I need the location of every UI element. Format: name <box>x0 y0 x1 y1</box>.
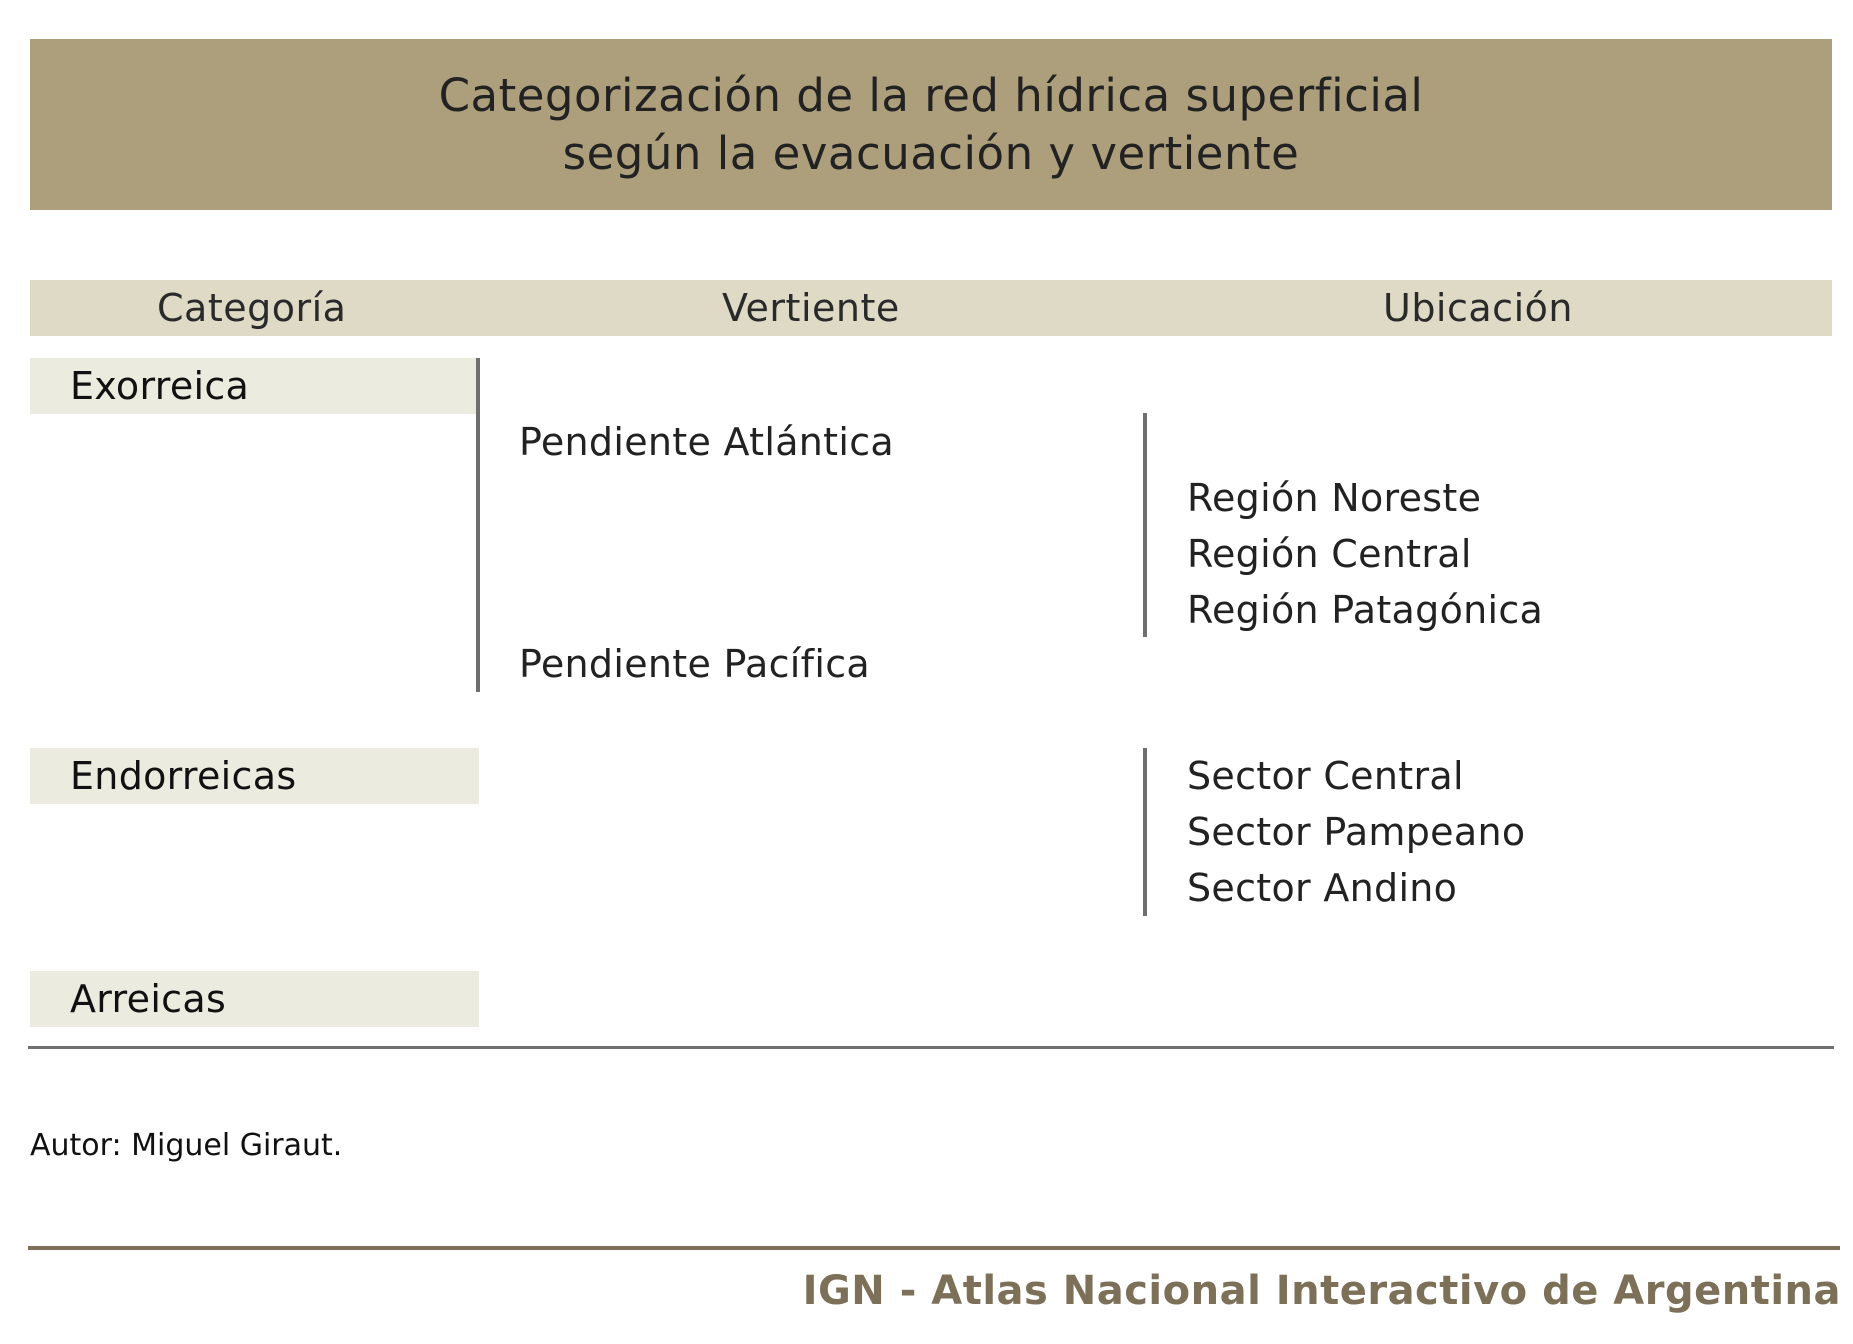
header-categoria: Categoría <box>157 286 347 330</box>
category-exorreica <box>30 358 479 414</box>
category-label: Arreicas <box>70 977 227 1021</box>
header-ubicacion: Ubicación <box>1383 286 1573 330</box>
category-label: Exorreica <box>70 364 250 408</box>
ubicacion-item: Región Patagónica <box>1187 588 1544 632</box>
table-header <box>30 280 1832 336</box>
vertiente-atlantica: Pendiente Atlántica <box>519 420 895 464</box>
header-vertiente: Vertiente <box>722 286 900 330</box>
footer-source: IGN - Atlas Nacional Interactivo de Argentina <box>802 1268 1841 1314</box>
ubicacion-divider <box>1143 748 1147 916</box>
title-line-2: según la evacuación y vertiente <box>562 126 1300 180</box>
footer-rule <box>28 1246 1840 1250</box>
ubicacion-item: Sector Pampeano <box>1187 810 1526 854</box>
title-banner <box>30 39 1832 210</box>
category-endorreicas <box>30 748 479 804</box>
ubicacion-item: Región Central <box>1187 532 1472 576</box>
vertiente-divider <box>476 358 480 692</box>
table-bottom-rule <box>28 1046 1834 1049</box>
author-credit: Autor: Miguel Giraut. <box>30 1128 343 1163</box>
ubicacion-item: Región Noreste <box>1187 476 1482 520</box>
ubicacion-item: Sector Andino <box>1187 866 1458 910</box>
category-label: Endorreicas <box>70 754 297 798</box>
category-arreicas <box>30 971 479 1027</box>
ubicacion-divider <box>1143 413 1147 637</box>
vertiente-pacifica: Pendiente Pacífica <box>519 642 870 686</box>
ubicacion-item: Sector Central <box>1187 754 1464 798</box>
title-line-1: Categorización de la red hídrica superficial <box>438 68 1424 122</box>
